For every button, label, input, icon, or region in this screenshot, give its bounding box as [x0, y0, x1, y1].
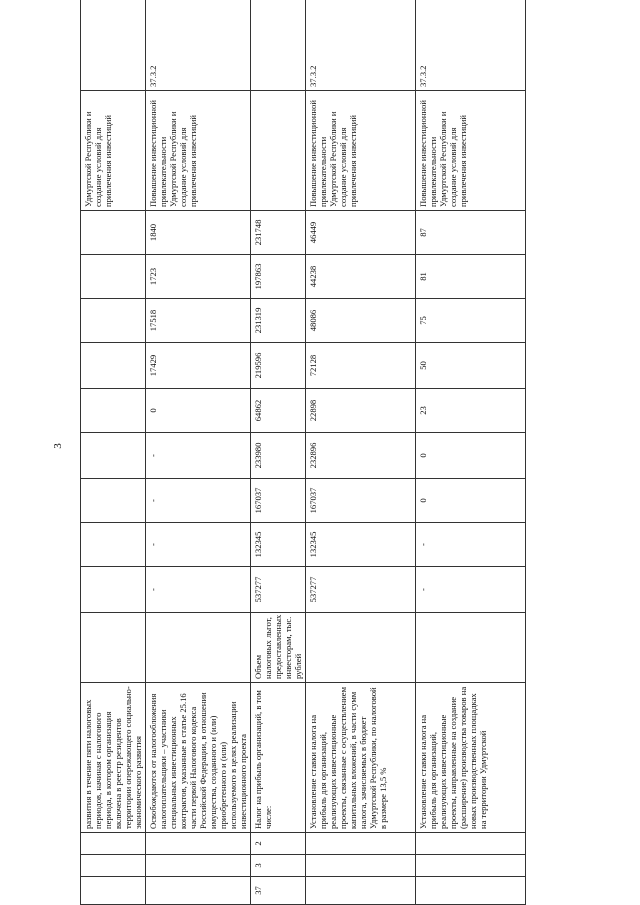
code-cell: 37	[251, 877, 306, 905]
value-cell: -	[146, 523, 251, 567]
value-cell: 87	[416, 211, 526, 255]
level-cell: 3	[251, 855, 306, 877]
value-cell: 17429	[146, 343, 251, 389]
indicator-cell	[306, 613, 416, 683]
value-cell: 537277	[251, 567, 306, 613]
value-cell: -	[416, 523, 526, 567]
value-cell: -	[146, 567, 251, 613]
value-cell: 23	[416, 389, 526, 433]
goal-cell: Повышение инвестиционной привлекательности Удмуртской Республики и создание условий для привлечения инвестиций	[306, 91, 416, 211]
value-cell: 1723	[146, 255, 251, 299]
value-cell	[81, 343, 146, 389]
ref-cell: 37.3.2	[306, 0, 416, 91]
indicator-cell	[81, 613, 146, 683]
value-cell	[81, 567, 146, 613]
goal-cell: Повышение инвестиционной привлекательности Удмуртской Республики и создание условий для привлечения инвестиций	[416, 91, 526, 211]
indicator-cell: Объем налоговых льгот, предоставленных инвесторам, тыс. рублей	[251, 613, 306, 683]
table-row	[81, 0, 146, 905]
value-cell	[81, 255, 146, 299]
value-cell: 0	[146, 389, 251, 433]
value-cell: 167037	[306, 479, 416, 523]
value-cell	[81, 299, 146, 343]
table-row	[251, 0, 306, 905]
name-cell: Установление ставки налога на прибыль для организаций, реализующих инвестиционные проекты, направленные на создание (расширение) производства товаров на новых производственных площадках на территории Удмуртской	[416, 683, 526, 833]
table-row	[306, 0, 416, 905]
sublevel-cell: 2	[251, 833, 306, 855]
name-cell: Установление ставки налога на прибыль для организаций, реализующих инвестиционные проекты, связанные с осуществлением капитальных вложений, в части сумм налога, зачисляемых в бюджет Удмуртской Республики, по налоговой в размере 13,5 %	[306, 683, 416, 833]
value-cell: 44238	[306, 255, 416, 299]
value-cell: 231319	[251, 299, 306, 343]
value-cell: 17518	[146, 299, 251, 343]
value-cell: 197863	[251, 255, 306, 299]
benefits-table	[80, 0, 526, 905]
value-cell	[81, 523, 146, 567]
goal-cell: Повышение инвестиционной привлекательности Удмуртской Республики и создание условий для привлечения инвестиций	[146, 91, 251, 211]
ref-cell	[251, 0, 306, 91]
value-cell: 0	[416, 433, 526, 479]
value-cell: 233980	[251, 433, 306, 479]
goal-cell: Удмуртской Республики и создание условий для привлечения инвестиций	[81, 91, 146, 211]
value-cell: 231748	[251, 211, 306, 255]
value-cell: 46449	[306, 211, 416, 255]
value-cell: 72128	[306, 343, 416, 389]
value-cell: 22898	[306, 389, 416, 433]
value-cell: 64862	[251, 389, 306, 433]
value-cell: 48086	[306, 299, 416, 343]
value-cell: -	[146, 479, 251, 523]
value-cell: -	[146, 433, 251, 479]
name-cell: Освобождаются от налогообложения налогоплательщики – участники специальных инвестиционных контрактов, указанные в статье 25.16 части первой Налогового кодекса Российской Федерации, в отношении имущества, созданного и (или) приобретенного и (или) используемого в целях реализации инвестиционного проекта	[146, 683, 251, 833]
value-cell: 219596	[251, 343, 306, 389]
value-cell: 0	[416, 479, 526, 523]
value-cell: -	[416, 567, 526, 613]
value-cell	[81, 211, 146, 255]
goal-cell	[251, 91, 306, 211]
value-cell: 537277	[306, 567, 416, 613]
rotated-table-wrapper	[80, 0, 600, 905]
table-row	[146, 0, 251, 905]
value-cell: 75	[416, 299, 526, 343]
page-number: 3	[51, 443, 64, 449]
ref-cell: 37.3.2	[416, 0, 526, 91]
value-cell: 132345	[306, 523, 416, 567]
table-row	[416, 0, 526, 905]
value-cell	[81, 433, 146, 479]
value-cell: 50	[416, 343, 526, 389]
value-cell	[81, 479, 146, 523]
name-cell: развития в течение пяти налоговых периодов, начиная с налогового периода, в котором организация включена в реестр резидентов территории опережающего социально-экономического развития	[81, 683, 146, 833]
value-cell: 1840	[146, 211, 251, 255]
indicator-cell	[146, 613, 251, 683]
value-cell: 81	[416, 255, 526, 299]
indicator-cell	[416, 613, 526, 683]
ref-cell	[81, 0, 146, 91]
name-cell: Налог на прибыль организаций, в том числе:	[251, 683, 306, 833]
value-cell: 132345	[251, 523, 306, 567]
value-cell: 167037	[251, 479, 306, 523]
ref-cell: 37.3.2	[146, 0, 251, 91]
value-cell: 232896	[306, 433, 416, 479]
value-cell	[81, 389, 146, 433]
